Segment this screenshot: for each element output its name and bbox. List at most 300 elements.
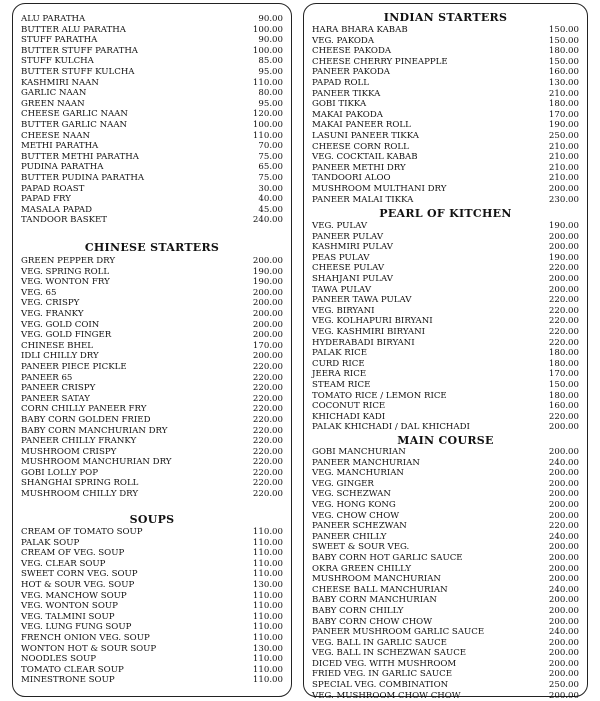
menu-item-price: 220.00 — [252, 425, 283, 436]
main-course-heading: MAIN COURSE — [397, 434, 494, 447]
menu-item-name: BABY CORN MANCHURIAN — [312, 595, 437, 606]
menu-item-price: 95.00 — [258, 66, 283, 77]
menu-item — [304, 274, 587, 285]
menu-item-name: GARLIC NAAN — [21, 88, 87, 99]
menu-item-name: FRIED VEG. IN GARLIC SAUCE — [312, 669, 453, 680]
menu-item-name: SWEET CORN VEG. SOUP — [21, 569, 138, 580]
menu-item-name: MINESTRONE SOUP — [21, 675, 115, 686]
menu-item-name: MUSHROOM MANCHURIAN — [312, 574, 441, 585]
menu-item — [13, 415, 291, 426]
menu-item-name: PALAK SOUP — [21, 537, 80, 548]
menu-item-price: 180.00 — [548, 348, 579, 359]
menu-item-price: 110.00 — [252, 590, 283, 601]
soups-heading: SOUPS — [129, 513, 175, 526]
menu-item-price: 200.00 — [252, 330, 283, 341]
menu-item-price: 200.00 — [252, 287, 283, 298]
menu-item-price: 130.00 — [548, 77, 579, 88]
menu-item-price: 180.00 — [548, 390, 579, 401]
menu-item-name: CHEESE PULAV — [312, 263, 385, 274]
menu-item-name: MASALA PAPAD — [21, 204, 93, 215]
menu-item-price: 110.00 — [252, 654, 283, 665]
menu-item-price: 200.00 — [252, 256, 283, 266]
menu-item-price: 200.00 — [548, 605, 579, 616]
menu-item-name: CHEESE NAAN — [21, 130, 90, 141]
menu-item-name: KASHMIRI PULAV — [312, 242, 394, 253]
menu-item — [13, 162, 291, 173]
menu-item-price: 40.00 — [258, 194, 283, 205]
menu-item-price: 100.00 — [252, 45, 283, 56]
menu-item — [304, 380, 587, 391]
menu-item — [304, 412, 587, 423]
menu-item-name: PANEER TAWA PULAV — [312, 295, 412, 306]
menu-item — [13, 46, 291, 57]
menu-item-name: MAKAI PAKODA — [312, 109, 383, 120]
menu-item-price: 200.00 — [548, 616, 579, 627]
menu-item-name: GREEN NAAN — [21, 98, 85, 109]
menu-item-price: 75.00 — [258, 172, 283, 183]
menu-item — [304, 285, 587, 296]
menu-item-name: VEG. GOLD FINGER — [21, 330, 112, 341]
menu-item — [304, 359, 587, 370]
menu-item-name: METHI PARATHA — [21, 141, 99, 152]
menu-item — [304, 173, 587, 184]
menu-item-price: 220.00 — [252, 372, 283, 383]
menu-item — [304, 338, 587, 349]
menu-item — [13, 141, 291, 152]
menu-item-name: MUSHROOM CRISPY — [21, 446, 117, 457]
menu-item-name: PAPAD FRY — [21, 194, 71, 205]
menu-item-name: CREAM OF TOMATO SOUP — [21, 527, 143, 537]
menu-item-price: 200.00 — [548, 563, 579, 574]
menu-item-price: 110.00 — [252, 675, 283, 686]
menu-item — [13, 622, 291, 633]
menu-item-name: CHINESE BHEL — [21, 340, 93, 351]
menu-item — [304, 458, 587, 469]
menu-item-name: GOBI MANCHURIAN — [312, 447, 406, 457]
menu-item-price: 200.00 — [548, 489, 579, 500]
menu-item-name: VEG. LUNG FUNG SOUP — [21, 622, 132, 633]
menu-item-price: 130.00 — [252, 579, 283, 590]
menu-item-name: PANEER CRISPY — [21, 383, 96, 394]
menu-item — [304, 99, 587, 110]
menu-item-price: 210.00 — [548, 141, 579, 152]
menu-item — [13, 654, 291, 665]
menu-item-name: PANEER PIECE PICKLE — [21, 361, 127, 372]
menu-item-name: BUTTER STUFF KULCHA — [21, 66, 135, 77]
menu-item — [304, 542, 587, 553]
menu-item — [304, 221, 587, 232]
menu-item — [304, 691, 587, 701]
menu-item-price: 200.00 — [252, 308, 283, 319]
menu-item — [304, 295, 587, 306]
menu-item — [13, 25, 291, 36]
menu-item-price: 200.00 — [548, 595, 579, 606]
menu-item-price: 45.00 — [258, 204, 283, 215]
menu-item — [304, 489, 587, 500]
menu-item-price: 200.00 — [548, 658, 579, 669]
menu-item-price: 90.00 — [258, 14, 283, 24]
menu-item — [304, 627, 587, 638]
menu-item-name: BUTTER ALU PARATHA — [21, 24, 126, 35]
menu-item-name: VEG. CLEAR SOUP — [21, 558, 106, 569]
menu-item-price: 240.00 — [548, 531, 579, 542]
menu-item-name: PANEER CHILLY — [312, 531, 387, 542]
menu-item-price: 200.00 — [548, 231, 579, 242]
menu-item-name: PANEER SCHEZWAN — [312, 521, 407, 532]
menu-item-name: WONTON HOT & SOUR SOUP — [21, 643, 157, 654]
menu-item — [304, 680, 587, 691]
menu-item-name: CHEESE CHERRY PINEAPPLE — [312, 56, 448, 67]
menu-item — [304, 46, 587, 57]
menu-item-name: VEG. WONTON FRY — [21, 277, 110, 288]
menu-item — [13, 288, 291, 299]
menu-item-price: 200.00 — [548, 574, 579, 585]
menu-item — [304, 511, 587, 522]
menu-item-name: VEG. BALL IN GARLIC SAUCE — [312, 637, 447, 648]
menu-item — [304, 606, 587, 617]
menu-item-name: VEG. GOLD COIN — [21, 319, 100, 330]
menu-item-price: 110.00 — [252, 77, 283, 88]
menu-item — [13, 362, 291, 373]
menu-item-price: 220.00 — [252, 393, 283, 404]
menu-item-price: 210.00 — [548, 152, 579, 163]
menu-item-name: VEG. BALL IN SCHEZWAN SAUCE — [312, 648, 467, 659]
menu-item — [13, 569, 291, 580]
menu-item — [13, 527, 291, 538]
menu-item-name: VEG. BIRYANI — [312, 305, 375, 316]
menu-item-name: BUTTER METHI PARATHA — [21, 151, 139, 162]
indian-starters-heading: INDIAN STARTERS — [383, 11, 508, 24]
menu-item — [13, 184, 291, 195]
menu-item — [13, 633, 291, 644]
indian-starters-list — [304, 25, 587, 205]
menu-item — [304, 120, 587, 131]
menu-item — [304, 25, 587, 36]
menu-item-name: GOBI TIKKA — [312, 99, 367, 110]
menu-item — [13, 612, 291, 623]
menu-item — [13, 277, 291, 288]
menu-item-price: 100.00 — [252, 24, 283, 35]
menu-item-price: 190.00 — [252, 266, 283, 277]
menu-item-price: 200.00 — [252, 351, 283, 362]
menu-item-name: PALAK RICE — [312, 348, 367, 359]
menu-item — [13, 426, 291, 437]
chinese-starters-heading: CHINESE STARTERS — [84, 241, 220, 254]
menu-item — [304, 500, 587, 511]
menu-item — [304, 532, 587, 543]
breads-list — [13, 14, 291, 226]
menu-item — [13, 298, 291, 309]
menu-item-name: TANDOORI ALOO — [312, 173, 391, 184]
menu-item — [304, 648, 587, 659]
menu-item-price: 190.00 — [548, 120, 579, 131]
pearl-of-kitchen-heading: PEARL OF KITCHEN — [379, 207, 512, 220]
menu-item — [13, 152, 291, 163]
menu-item-price: 65.00 — [258, 162, 283, 173]
menu-item — [304, 36, 587, 47]
menu-item — [304, 163, 587, 174]
menu-item — [13, 194, 291, 205]
menu-item-name: PANEER PAKODA — [312, 67, 390, 78]
menu-item-price: 110.00 — [252, 548, 283, 559]
menu-item — [13, 665, 291, 676]
menu-item-name: GREEN PEPPER DRY — [21, 256, 115, 266]
menu-item — [304, 348, 587, 359]
menu-item-price: 75.00 — [258, 151, 283, 162]
menu-item-name: SWEET & SOUR VEG. — [312, 542, 410, 553]
menu-item — [304, 585, 587, 596]
menu-item — [304, 242, 587, 253]
menu-item — [13, 120, 291, 131]
menu-item — [13, 559, 291, 570]
menu-item — [13, 309, 291, 320]
menu-item-name: VEG. MANCHURIAN — [312, 468, 404, 479]
menu-item-price: 110.00 — [252, 558, 283, 569]
menu-item-name: NOODLES SOUP — [21, 654, 97, 665]
menu-item — [13, 548, 291, 559]
menu-item-name: VEG. TALMINI SOUP — [21, 611, 115, 622]
menu-item-price: 200.00 — [548, 242, 579, 253]
menu-item — [13, 56, 291, 67]
menu-item-name: VEG. COCKTAIL KABAB — [312, 152, 418, 163]
menu-item-name: VEG. CHOW CHOW — [312, 510, 400, 521]
menu-item-name: CHEESE BALL MANCHURIAN — [312, 584, 448, 595]
menu-item-price: 220.00 — [548, 263, 579, 274]
menu-item-price: 200.00 — [548, 273, 579, 284]
menu-item — [304, 152, 587, 163]
menu-item-price: 110.00 — [252, 537, 283, 548]
menu-item — [13, 373, 291, 384]
menu-item — [304, 479, 587, 490]
menu-item-name: STUFF PARATHA — [21, 35, 98, 46]
menu-item-name: VEG. MUSHROOM CHOW CHOW — [312, 690, 461, 701]
menu-item-price: 180.00 — [548, 46, 579, 57]
menu-item-price: 240.00 — [548, 457, 579, 468]
menu-item-name: TANDOOR BASKET — [21, 215, 108, 226]
menu-item-name: HARA BHARA KABAB — [312, 25, 408, 35]
right-menu-panel — [303, 3, 588, 701]
menu-item-name: FRENCH ONION VEG. SOUP — [21, 632, 150, 643]
menu-item-price: 170.00 — [548, 369, 579, 380]
menu-item — [304, 369, 587, 380]
menu-item-name: BABY CORN MANCHURIAN DRY — [21, 425, 168, 436]
menu-item-name: PEAS PULAV — [312, 252, 370, 263]
menu-item-name: VEG. WONTON SOUP — [21, 601, 118, 612]
menu-item-price: 85.00 — [258, 56, 283, 67]
menu-item-price: 120.00 — [252, 109, 283, 120]
menu-item-price: 220.00 — [252, 361, 283, 372]
menu-item-name: HOT & SOUR VEG. SOUP — [21, 579, 135, 590]
menu-item — [13, 341, 291, 352]
menu-item-price: 110.00 — [252, 622, 283, 633]
menu-item-name: MUSHROOM MULTHANI DRY — [312, 183, 447, 194]
menu-item-price: 200.00 — [548, 690, 579, 701]
menu-item — [13, 383, 291, 394]
menu-item — [13, 99, 291, 110]
menu-item-name: CHEESE GARLIC NAAN — [21, 109, 128, 120]
menu-item-price: 200.00 — [252, 319, 283, 330]
menu-item-name: PANEER MUSHROOM GARLIC SAUCE — [312, 627, 485, 638]
menu-item-name: VEG. MANCHOW SOUP — [21, 590, 127, 601]
menu-item-name: PANEER MANCHURIAN — [312, 457, 420, 468]
menu-item-name: SHAHJANI PULAV — [312, 273, 393, 284]
menu-item-price: 110.00 — [252, 611, 283, 622]
menu-item — [13, 447, 291, 458]
menu-item-price: 220.00 — [548, 305, 579, 316]
menu-item-price: 240.00 — [548, 584, 579, 595]
menu-item-name: PANEER MALAI TIKKA — [312, 194, 414, 205]
menu-item-name: VEG. KOLHAPURI BIRYANI — [312, 316, 433, 327]
menu-item-name: CREAM OF VEG. SOUP — [21, 548, 125, 559]
menu-item-name: PUDINA PARATHA — [21, 162, 104, 173]
menu-item-price: 220.00 — [252, 404, 283, 415]
menu-item — [13, 591, 291, 602]
left-menu-panel — [12, 3, 292, 697]
menu-item-price: 200.00 — [548, 552, 579, 563]
menu-item — [304, 659, 587, 670]
menu-item-name: VEG. PAKODA — [312, 35, 375, 46]
menu-item-name: SHANGHAI SPRING ROLL — [21, 478, 139, 489]
menu-item-price: 95.00 — [258, 98, 283, 109]
menu-item-name: GOBI LOLLY POP — [21, 467, 98, 478]
menu-item-price: 210.00 — [548, 162, 579, 173]
menu-item — [13, 468, 291, 479]
menu-item-price: 180.00 — [548, 99, 579, 110]
menu-item — [13, 67, 291, 78]
menu-item-price: 150.00 — [548, 56, 579, 67]
menu-item-price: 70.00 — [258, 141, 283, 152]
menu-item-name: PANEER TIKKA — [312, 88, 381, 99]
menu-item-price: 160.00 — [548, 401, 579, 412]
menu-item — [304, 110, 587, 121]
menu-item — [13, 88, 291, 99]
menu-item — [304, 316, 587, 327]
menu-item — [13, 109, 291, 120]
menu-item — [13, 205, 291, 216]
menu-item-name: DICED VEG. WITH MUSHROOM — [312, 658, 457, 669]
menu-item-price: 200.00 — [548, 637, 579, 648]
menu-item — [304, 131, 587, 142]
menu-item-name: BABY CORN CHILLY — [312, 605, 404, 616]
menu-item — [304, 447, 587, 458]
menu-item-name: KHICHADI KADI — [312, 411, 386, 422]
menu-item-price: 220.00 — [252, 446, 283, 457]
menu-item-price: 200.00 — [548, 447, 579, 457]
menu-item — [304, 195, 587, 206]
menu-item-name: BABY CORN CHOW CHOW — [312, 616, 433, 627]
menu-item-price: 200.00 — [548, 468, 579, 479]
menu-item — [13, 330, 291, 341]
menu-item-name: HYDERABADI BIRYANI — [312, 337, 415, 348]
menu-item-name: PALAK KHICHADI / DAL KHICHADI — [312, 422, 470, 433]
menu-item-price: 250.00 — [548, 130, 579, 141]
menu-item-name: CHEESE PAKODA — [312, 46, 392, 57]
menu-item-name: PANEER PULAV — [312, 231, 384, 242]
menu-item — [304, 468, 587, 479]
menu-item-price: 220.00 — [252, 457, 283, 468]
menu-item-price: 200.00 — [548, 478, 579, 489]
menu-item — [13, 394, 291, 405]
menu-item — [13, 601, 291, 612]
menu-item-name: VEG. PULAV — [312, 221, 368, 231]
menu-item — [304, 263, 587, 274]
menu-item-price: 240.00 — [252, 215, 283, 226]
menu-item — [304, 89, 587, 100]
menu-item-name: MAKAI PANEER ROLL — [312, 120, 411, 131]
menu-item-name: VEG. HONG KONG — [312, 499, 396, 510]
menu-item-price: 200.00 — [548, 542, 579, 553]
menu-item-name: PAPAD ROLL — [312, 77, 369, 88]
menu-item-price: 220.00 — [548, 521, 579, 532]
menu-item — [304, 422, 587, 433]
menu-item-price: 220.00 — [548, 337, 579, 348]
menu-item-price: 200.00 — [548, 669, 579, 680]
menu-item — [304, 327, 587, 338]
menu-item-name: IDLI CHILLY DRY — [21, 351, 99, 362]
menu-item-price: 220.00 — [252, 383, 283, 394]
menu-item — [304, 638, 587, 649]
menu-item-price: 190.00 — [548, 221, 579, 231]
menu-item-name: TOMATO CLEAR SOUP — [21, 664, 124, 675]
menu-item-name: LASUNI PANEER TIKKA — [312, 130, 419, 141]
menu-item-price: 220.00 — [548, 316, 579, 327]
menu-item — [13, 35, 291, 46]
menu-item-price: 190.00 — [548, 252, 579, 263]
menu-item — [13, 267, 291, 278]
menu-item-price: 220.00 — [548, 326, 579, 337]
menu-item — [304, 306, 587, 317]
menu-item — [13, 580, 291, 591]
menu-item-name: SPECIAL VEG. COMBINATION — [312, 680, 449, 691]
menu-item — [13, 351, 291, 362]
menu-item-price: 150.00 — [548, 379, 579, 390]
menu-item-price: 220.00 — [252, 467, 283, 478]
menu-item-name: CORN CHILLY PANEER FRY — [21, 404, 147, 415]
menu-item-price: 250.00 — [548, 680, 579, 691]
menu-item — [304, 574, 587, 585]
menu-item — [304, 253, 587, 264]
menu-item-name: VEG. FRANKY — [21, 308, 84, 319]
menu-item — [304, 521, 587, 532]
menu-item — [13, 478, 291, 489]
menu-item-price: 220.00 — [252, 489, 283, 500]
menu-item-price: 200.00 — [548, 648, 579, 659]
menu-item-price: 180.00 — [548, 358, 579, 369]
main-course-list — [304, 447, 587, 701]
menu-item-price: 220.00 — [252, 414, 283, 425]
menu-item-price: 200.00 — [548, 499, 579, 510]
menu-item-price: 220.00 — [252, 478, 283, 489]
menu-item-name: TAWA PULAV — [312, 284, 372, 295]
menu-item-name: VEG. SPRING ROLL — [21, 266, 110, 277]
menu-item-price: 100.00 — [252, 119, 283, 130]
menu-item — [304, 617, 587, 628]
menu-item-price: 110.00 — [252, 130, 283, 141]
menu-item-price: 80.00 — [258, 88, 283, 99]
menu-item-price: 220.00 — [548, 295, 579, 306]
menu-item — [13, 457, 291, 468]
menu-item-name: MUSHROOM CHILLY DRY — [21, 489, 139, 500]
menu-item — [13, 215, 291, 226]
menu-item-name: STEAM RICE — [312, 379, 371, 390]
menu-item-name: KASHMIRI NAAN — [21, 77, 99, 88]
menu-item — [13, 675, 291, 686]
menu-item-price: 90.00 — [258, 35, 283, 46]
menu-item — [13, 78, 291, 89]
chinese-starters-list — [13, 256, 291, 500]
menu-item-price: 200.00 — [548, 284, 579, 295]
menu-item-name: PANEER METHI DRY — [312, 162, 406, 173]
